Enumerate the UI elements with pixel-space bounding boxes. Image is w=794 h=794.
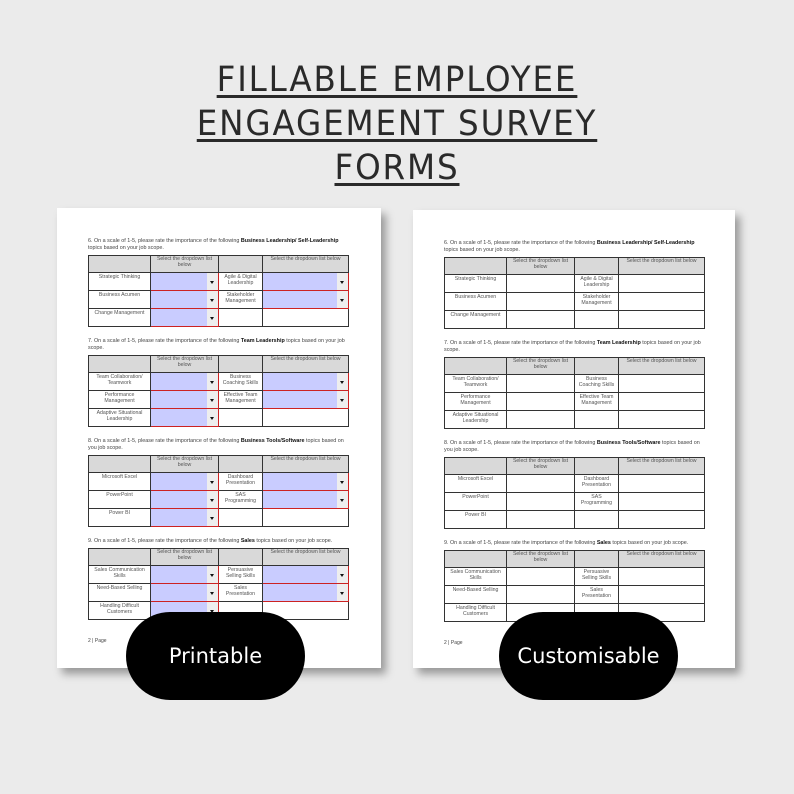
header-blank [89,356,151,373]
rating-cell [507,586,575,604]
rating-dropdown[interactable] [151,509,219,527]
rating-dropdown[interactable] [263,566,349,584]
chevron-down-icon [207,509,218,526]
topic-label: PowerPoint [445,493,507,511]
rating-dropdown[interactable] [151,584,219,602]
rating-cell [619,375,705,393]
chevron-down-icon [337,491,348,508]
rating-cell [263,509,349,527]
rating-cell [619,586,705,604]
topic-label: SAS Programming [219,491,263,509]
chevron-down-icon [207,566,218,583]
topic-label [219,409,263,427]
rating-dropdown[interactable] [151,273,219,291]
page-number: 2 | Page [444,640,463,646]
topic-label: Sales Presentation [575,586,619,604]
rating-table [88,355,349,427]
chevron-down-icon [337,391,348,408]
topic-label: Business Coaching Skills [219,373,263,391]
rating-dropdown[interactable] [151,491,219,509]
rating-cell [619,411,705,429]
table-row [445,293,705,311]
chevron-down-icon [207,291,218,308]
chevron-down-icon [207,473,218,490]
header-blank [219,356,263,373]
table-row [445,586,705,604]
topic-label: Effective Team Management [575,393,619,411]
rating-cell [507,375,575,393]
topic-label: Stakeholder Management [219,291,263,309]
table-row [89,491,349,509]
table-header [445,258,705,275]
printable-form-page [57,208,381,668]
topic-label: Microsoft Excel [445,475,507,493]
chevron-down-icon [207,273,218,290]
question-topic: Sales [596,540,611,546]
table-row [445,493,705,511]
header-blank [445,551,507,568]
printable-badge: Printable [126,612,305,700]
topic-label: Team Collaboration/ Teamwork [89,373,151,391]
topic-label: Stakeholder Management [575,293,619,311]
topic-label: Change Management [89,309,151,327]
table-row [445,311,705,329]
rating-dropdown[interactable] [151,309,219,327]
topic-label: Business Acumen [445,293,507,311]
header-dropdown-label: Select the dropdown list below [151,256,219,273]
rating-cell [263,409,349,427]
table-row [445,568,705,586]
rating-cell [619,511,705,529]
rating-cell [507,311,575,329]
header-dropdown-label: Select the dropdown list below [507,551,575,568]
topic-label: Need-Based Selling [89,584,151,602]
rating-cell [619,293,705,311]
rating-cell [507,475,575,493]
topic-label: Business Coaching Skills [575,375,619,393]
title-line: ENGAGEMENT SURVEY [196,104,598,144]
topic-label: Adaptive Situational Leadership [89,409,151,427]
question-topic: Business Tools/Software [240,438,305,444]
header-dropdown-label: Select the dropdown list below [619,358,705,375]
chevron-down-icon [337,273,348,290]
chevron-down-icon [207,391,218,408]
table-header [89,456,349,473]
topic-label: Handling Difficult Customers [89,602,151,620]
topic-label [575,511,619,529]
rating-dropdown[interactable] [151,373,219,391]
question-text: 7. On a scale of 1-5, please rate the importance of the following Team Leadership topics based on your job scope. [88,338,345,351]
header-blank [89,549,151,566]
rating-table [444,457,705,529]
question-topic: Business Tools/Software [596,440,661,446]
page-number: 2 | Page [88,638,107,644]
header-blank [575,358,619,375]
rating-cell [619,311,705,329]
header-dropdown-label: Select the dropdown list below [263,456,349,473]
chevron-down-icon [337,473,348,490]
question-topic: Team Leadership [240,338,285,344]
table-header [445,458,705,475]
header-blank [219,456,263,473]
table-row [445,475,705,493]
header-blank [575,458,619,475]
header-blank [219,549,263,566]
header-blank [89,256,151,273]
topic-label: Change Management [445,311,507,329]
rating-cell [507,511,575,529]
table-header [445,551,705,568]
topic-label: Strategic Thinking [89,273,151,291]
header-blank [219,256,263,273]
rating-dropdown[interactable] [263,584,349,602]
form-content [88,238,350,631]
topic-label: Performance Management [89,391,151,409]
page-title [0,58,794,190]
rating-dropdown[interactable] [151,409,219,427]
table-row [89,509,349,527]
rating-cell [507,493,575,511]
topic-label: Persuasive Selling Skills [575,568,619,586]
topic-label: Effective Team Management [219,391,263,409]
topic-label: Adaptive Situational Leadership [445,411,507,429]
table-row [445,411,705,429]
table-header [445,358,705,375]
rating-dropdown[interactable] [263,291,349,309]
table-row [89,473,349,491]
chevron-down-icon [207,584,218,601]
header-blank [445,458,507,475]
rating-table [88,255,349,327]
rating-cell [619,275,705,293]
header-dropdown-label: Select the dropdown list below [151,549,219,566]
chevron-down-icon [207,491,218,508]
chevron-down-icon [207,373,218,390]
topic-label: Sales Communication Skills [445,568,507,586]
rating-cell [507,393,575,411]
header-blank [445,358,507,375]
topic-label: PowerPoint [89,491,151,509]
topic-label [575,411,619,429]
topic-label: Strategic Thinking [445,275,507,293]
rating-table [444,257,705,329]
customisable-badge: Customisable [499,612,678,700]
header-dropdown-label: Select the dropdown list below [507,258,575,275]
question-topic: Team Leadership [596,340,641,346]
topic-label: Agile & Digital Leadership [575,275,619,293]
rating-cell [619,568,705,586]
rating-dropdown[interactable] [263,373,349,391]
topic-label: Agile & Digital Leadership [219,273,263,291]
table-row [445,393,705,411]
topic-label: Microsoft Excel [89,473,151,491]
rating-dropdown[interactable] [263,473,349,491]
chevron-down-icon [207,409,218,426]
title-line: FILLABLE EMPLOYEE [216,60,578,100]
question-topic: Business Leadership/ Self-Leadership [240,238,339,244]
form-content [444,240,706,633]
rating-cell [507,411,575,429]
header-dropdown-label: Select the dropdown list below [619,551,705,568]
rating-cell [619,475,705,493]
rating-cell [507,275,575,293]
topic-label: Sales Communication Skills [89,566,151,584]
question-topic: Business Leadership/ Self-Leadership [596,240,695,246]
topic-label: Sales Presentation [219,584,263,602]
question-text: 9. On a scale of 1-5, please rate the importance of the following Sales topics based on your job scope. [88,538,333,544]
topic-label [219,509,263,527]
topic-label: SAS Programming [575,493,619,511]
rating-dropdown[interactable] [263,273,349,291]
chevron-down-icon [337,566,348,583]
rating-table [88,455,349,527]
topic-label: Power BI [89,509,151,527]
chevron-down-icon [337,291,348,308]
topic-label: Business Acumen [89,291,151,309]
rating-cell [619,393,705,411]
rating-cell [507,568,575,586]
table-row [89,309,349,327]
header-blank [445,258,507,275]
topic-label: Team Collaboration/ Teamwork [445,375,507,393]
topic-label: Dashboard Presentation [219,473,263,491]
question-text: 8. On a scale of 1-5, please rate the importance of the following Business Tools/Software topics based on you job scope. [444,440,700,453]
rating-dropdown[interactable] [151,566,219,584]
header-blank [575,551,619,568]
table-row [89,584,349,602]
table-row [445,511,705,529]
rating-cell [263,309,349,327]
header-blank [89,456,151,473]
rating-dropdown[interactable] [151,291,219,309]
header-dropdown-label: Select the dropdown list below [619,458,705,475]
header-blank [575,258,619,275]
question-text: 8. On a scale of 1-5, please rate the importance of the following Business Tools/Software topics based on you job scope. [88,438,344,451]
chevron-down-icon [337,373,348,390]
table-header [89,256,349,273]
table-header [89,549,349,566]
rating-table [444,357,705,429]
question-text: 9. On a scale of 1-5, please rate the importance of the following Sales topics based on your job scope. [444,540,689,546]
rating-dropdown[interactable] [151,391,219,409]
chevron-down-icon [337,584,348,601]
topic-label: Dashboard Presentation [575,475,619,493]
question-text: 6. On a scale of 1-5, please rate the importance of the following Business Leadership/ Self-Leadership topics based on your job scope. [88,238,339,251]
header-dropdown-label: Select the dropdown list below [619,258,705,275]
table-row [89,273,349,291]
table-row [89,391,349,409]
customisable-form-page [413,210,735,668]
rating-dropdown[interactable] [151,473,219,491]
chevron-down-icon [207,309,218,326]
header-dropdown-label: Select the dropdown list below [507,458,575,475]
question-text: 7. On a scale of 1-5, please rate the importance of the following Team Leadership topics based on your job scope. [444,340,701,353]
rating-dropdown[interactable] [263,391,349,409]
header-dropdown-label: Select the dropdown list below [263,356,349,373]
rating-cell [619,493,705,511]
table-row [89,373,349,391]
title-line: FORMS [334,148,460,188]
header-dropdown-label: Select the dropdown list below [151,456,219,473]
rating-dropdown[interactable] [263,491,349,509]
topic-label: Need-Based Selling [445,586,507,604]
rating-cell [507,293,575,311]
table-row [89,566,349,584]
topic-label [219,309,263,327]
header-dropdown-label: Select the dropdown list below [263,256,349,273]
topic-label: Persuasive Selling Skills [219,566,263,584]
rating-table [88,548,349,620]
header-dropdown-label: Select the dropdown list below [151,356,219,373]
topic-label: Performance Management [445,393,507,411]
question-topic: Sales [240,538,255,544]
topic-label: Handling Difficult Customers [445,604,507,622]
header-dropdown-label: Select the dropdown list below [507,358,575,375]
question-text: 6. On a scale of 1-5, please rate the importance of the following Business Leadership/ Self-Leadership topics based on your job scope. [444,240,695,253]
table-row [445,275,705,293]
header-dropdown-label: Select the dropdown list below [263,549,349,566]
table-row [89,409,349,427]
table-row [89,291,349,309]
table-header [89,356,349,373]
topic-label [575,311,619,329]
topic-label: Power BI [445,511,507,529]
table-row [445,375,705,393]
